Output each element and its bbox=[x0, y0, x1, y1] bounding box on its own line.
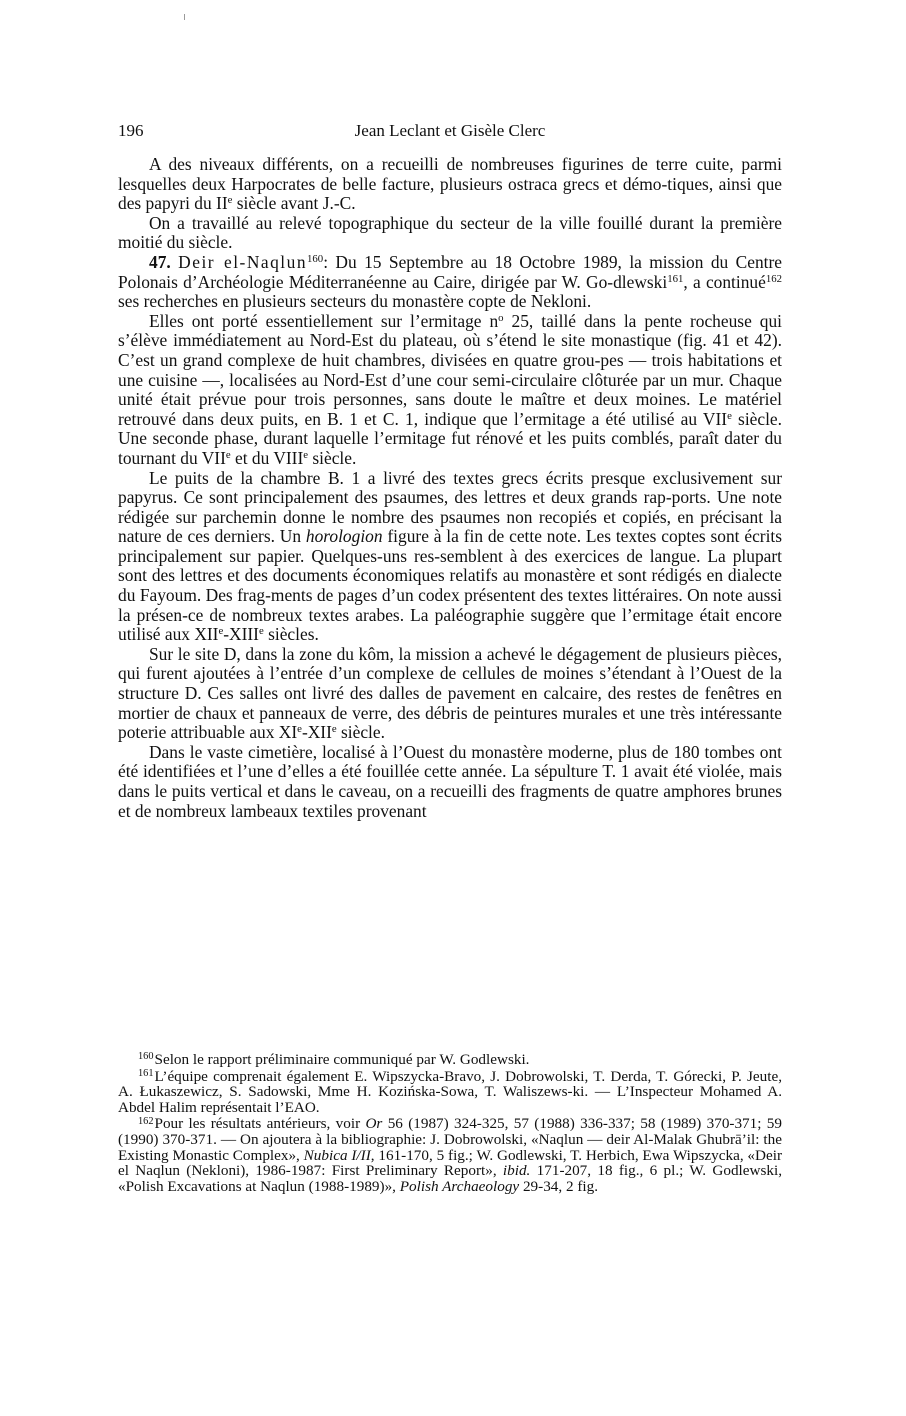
footnote-ref: 162 bbox=[765, 272, 782, 285]
paragraph: Le puits de la chambre B. 1 a livré des textes grecs écrits presque exclusivement sur papyrus. Ce sont principalement des psaumes, des lettres et deux grands rap-ports. Une note rédigée sur parchemin donne le nombre des psaumes non recopiés et copiés, en précisant la nature de ces derniers. Un horologion figure à la fin de cette note. Les textes coptes sont écrits principalement sur papier. Quelques-uns res-semblent à des exercices de langue. La plupart sont des lettres et des documents économiques relatifs au monastère et sont rédigés en dialecte du Fayoum. Des frag-ments de pages d’un codex présentent des textes littéraires. On note aussi la présen-ce de nombreux textes arabes. La paléographie suggère que l’ermitage était encore utilisé aux XIIe-XIIIe siècles. bbox=[118, 467, 783, 645]
paragraph: Sur le site D, dans la zone du kôm, la mission a achevé le dégagement de plusieurs pièces, qui furent ajoutées à l’entrée d’un complexe de cellules de moines s’étendant à l’Ouest de la structure D. Ces salles ont livré des dalles de pavement en calcaire, des restes de fenêtres en mortier de chaux et panneaux de verre, des débris de peintures murales et une très intéressante poterie attribuable aux XIe-XIIe siècle. bbox=[118, 643, 782, 743]
footnote-ref: 161 bbox=[667, 272, 684, 285]
running-title: Jean Leclant et Gisèle Clerc bbox=[354, 121, 546, 140]
scan-speck bbox=[184, 14, 185, 20]
paragraph: Dans le vaste cimetière, localisé à l’Ouest du monastère moderne, plus de 180 tombes ont été identifiées et l’une d’elles a été fouillée cette année. La sépulture T. 1 avait été violée, mais dans le puits vertical et dans le caveau, on a recueilli des fragments de quatre amphores brunes et de nombreux lambeaux textiles provenant bbox=[118, 741, 782, 821]
footnote-161: $^{161}$L’équipe comprenait également E. Wipszycka-Bravo, J. Dobrowolski, T. Derda, T. Górecki, P. Jeute, A. Łukaszewicz, S. Sadowski, Mme H. Kozińska-Sowa, T. Waliszews-ki. — L’Inspecteur Mohamed A. Abdel Halim représentait l’EAO. bbox=[118, 1067, 782, 1116]
main-text bbox=[118, 155, 782, 821]
footnote-number: 160 bbox=[138, 1051, 154, 1063]
section-number: 47. bbox=[149, 251, 171, 272]
site-name: Deir el-Naqlun bbox=[178, 251, 308, 272]
page-number: 196 bbox=[118, 121, 144, 140]
paragraph: A des niveaux différents, on a recueilli de nombreuses figurines de terre cuite, parmi lesquelles deux Harpocrates de belle facture, plusieurs ostraca grecs et démo-tiques, ainsi que des papyri du IIe siècle avant J.-C. bbox=[118, 154, 782, 214]
footnote-number: 161 bbox=[138, 1067, 154, 1079]
paragraph: On a travaillé au relevé topographique du secteur de la ville fouillé durant la première moitié du siècle. bbox=[118, 212, 782, 253]
paragraph: Elles ont porté essentiellement sur l’ermitage $n^o$ 25, taillé dans la pente rocheuse qui s’élève immédiatement au Nord-Est du plateau, où s’étend le site monastique (fig. 41 et 42). C’est un grand complexe de huit chambres, divisées en quatre grou-pes — trois habitations et une cuisine —, localisées au Nord-Est d’une cour semi-circulaire clôturée par un mur. Chaque unité était prévue pour trois personnes, sans doute le maître et deux moines. Le matériel retrouvé dans deux puits, en B. 1 et C. 1, indique que l’ermitage a été utilisé au VIIe siècle. Une seconde phase, durant laquelle l’ermitage fut rénové et les puits comblés, paraît dater du tournant du VIIe et du VIIIe siècle. bbox=[118, 310, 782, 468]
footnote-162: $^{162}$Pour les résultats antérieurs, voir Or 56 (1987) 324-325, 57 (1988) 336-337; 58 (1989) 370-371; 59 (1990) 370-371. — On ajoutera à la bibliographie: J. Dobrowolski, «Naqlun — deir Al-Malak Ghubrā’il: the Existing Monastic Complex», Nubica I/II, 161-170, 5 fig.; W. Godlewski, T. Herbich, Ewa Wipszycka, «Deir el Naqlun (Nekloni), 1986-1987: First Preliminary Report», ibid. 171-207, 18 fig., 6 pl.; W. Godlewski, «Polish Excavations at Naqlun (1988-1989)», Polish Archaeology 29-34, 2 fig. bbox=[118, 1115, 783, 1195]
footnote-number: 162 bbox=[138, 1115, 154, 1127]
footnote-160: $^{160}$Selon le rapport préliminaire communiqué par W. Godlewski. bbox=[138, 1051, 530, 1068]
page-header bbox=[118, 120, 782, 142]
footnotes bbox=[118, 1052, 782, 1195]
section-paragraph: 47. Deir el-Naqlun$^{160}$: Du 15 Septembre au 18 Octobre 1989, la mission du Centre Polonais d’Archéologie Méditerranéenne au Caire, dirigée par W. Go-dlewski$^{161}$, a continué$^{162}$ ses recherches en plusieurs secteurs du monastère copte de Nekloni. bbox=[118, 251, 782, 312]
footnote-ref: 160 bbox=[307, 253, 324, 266]
